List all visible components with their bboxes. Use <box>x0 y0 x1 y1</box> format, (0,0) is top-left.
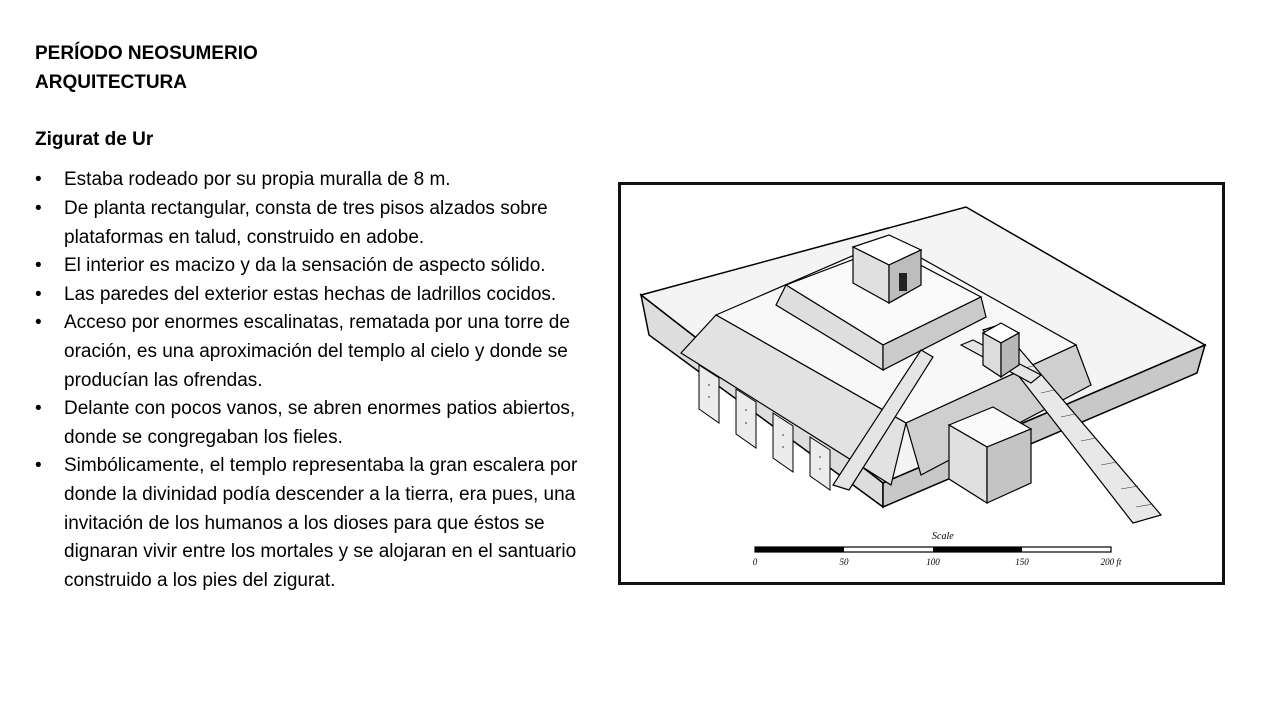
scale-tick-label: 100 <box>926 557 940 567</box>
bullet-icon: • <box>35 283 42 305</box>
scale-tick-label: 150 <box>1015 557 1029 567</box>
scale-tick-label: 50 <box>839 557 849 567</box>
bullet-icon: • <box>35 169 42 191</box>
bullet-icon: • <box>35 255 42 277</box>
ziggurat-drawing <box>621 185 1222 582</box>
scale-tick-label: 0 <box>752 557 758 567</box>
bullet-item <box>35 452 595 595</box>
bullet-item <box>35 252 595 281</box>
bullet-text: Acceso por enormes escalinatas, rematada por una torre de oración, es una aproximación del templo al cielo y donde se producían las ofrendas. <box>64 312 570 391</box>
subject-heading: Zigurat de Ur <box>35 128 154 150</box>
scale-title: Scale <box>932 531 954 542</box>
shrine-door <box>899 273 907 291</box>
bullet-icon: • <box>35 398 42 420</box>
ziggurat-illustration <box>618 182 1225 585</box>
period-heading: PERÍODO NEOSUMERIO <box>35 43 258 64</box>
bullet-text: Estaba rodeado por su propia muralla de 8 m. <box>64 169 451 191</box>
bullet-text: Las paredes del exterior estas hechas de ladrillos cocidos. <box>64 283 557 305</box>
bullet-item <box>35 309 595 395</box>
heading-spacer <box>35 97 595 126</box>
scale-bar-segment <box>755 547 844 552</box>
text-column <box>35 40 595 595</box>
bullet-text: Delante con pocos vanos, se abren enormes patios abiertos, donde se congregaban los fieles. <box>64 398 576 448</box>
bullet-item <box>35 195 595 252</box>
scale-bar-segment <box>933 547 1022 552</box>
bullet-item <box>35 395 595 452</box>
bullet-text: El interior es macizo y da la sensación de aspecto sólido. <box>64 255 546 277</box>
bullet-icon: • <box>35 312 42 334</box>
section-heading: ARQUITECTURA <box>35 71 187 93</box>
bullet-item <box>35 166 595 195</box>
bullet-item <box>35 281 595 310</box>
bullet-text: Simbólicamente, el templo representaba la gran escalera por donde la divinidad podía descender a la tierra, era pues, una invitación de los humanos a los dioses para que éstos se dignaran vivir entre los mortales y se alojaran en el santuario construido a los pies del zigurat. <box>64 455 578 591</box>
bullet-icon: • <box>35 455 42 477</box>
scale-tick-label: 200 ft <box>1100 557 1122 567</box>
bullet-list <box>35 166 595 595</box>
bullet-text: De planta rectangular, consta de tres pisos alzados sobre plataformas en talud, construido en adobe. <box>64 197 548 248</box>
bullet-icon: • <box>35 197 42 219</box>
scale-bar <box>753 531 1122 567</box>
